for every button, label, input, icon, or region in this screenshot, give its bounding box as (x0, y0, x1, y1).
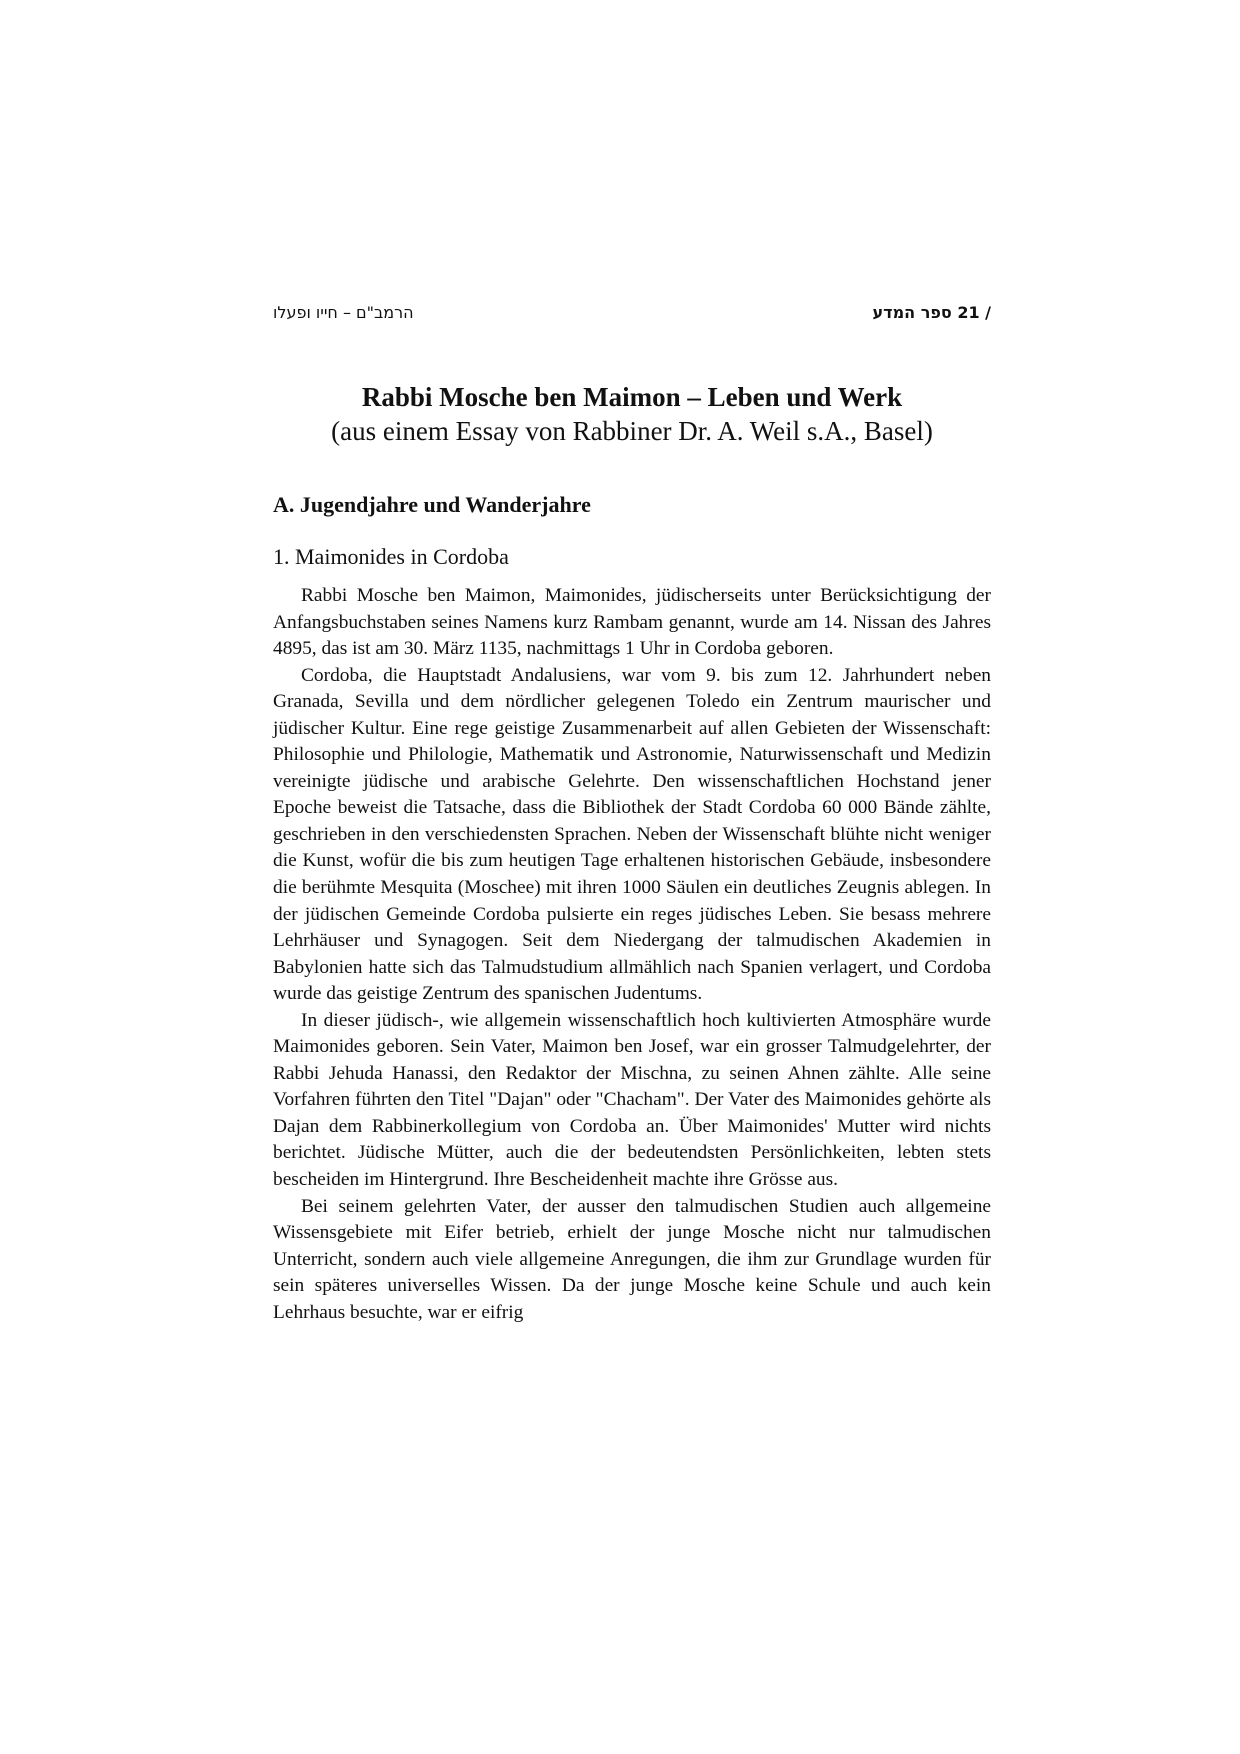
paragraph: Rabbi Mosche ben Maimon, Maimonides, jüdischerseits unter Berücksichtigung der Anfangsbuchstaben seines Namens kurz Rambam genannt, wurde am 14. Nissan des Jahres 4895, das ist am 30. März 1135, nachmittags 1 Uhr in Cordoba geboren. (273, 585, 991, 660)
paragraph: Bei seinem gelehrten Vater, der ausser den talmudischen Studien auch allgemeine Wissensgebiete mit Eifer betrieb, erhielt der junge Mosche nicht nur talmudischen Unterricht, sondern auch viele allgemeine Anregungen, die ihm zur Grundlage wurden für sein späteres universelles Wissen. Da der junge Mosche keine Schule und auch kein Lehrhaus besuchte, war er eifrig (273, 1195, 991, 1323)
paragraph: Cordoba, die Hauptstadt Andalusiens, war vom 9. bis zum 12. Jahrhundert neben Granada, Sevilla und dem nördlicher gelegenen Toledo ein Zentrum maurischer und jüdischer Kultur. Eine rege geistige Zusammenarbeit auf allen Gebieten der Wissenschaft: Philosophie und Philologie, Mathematik und Astronomie, Naturwissenschaft und Medizin vereinigte jüdische und arabische Gelehrte. Den wissenschaftlichen Hochstand jener Epoche beweist die Tatsache, dass die Bibliothek der Stadt Cordoba 60 000 Bände zählte, geschrieben in den verschiedensten Sprachen. Neben der Wissenschaft blühte nicht weniger die Kunst, wofür die bis zum heutigen Tage erhaltenen historischen Gebäude, insbesondere die berühmte Mesquita (Moschee) mit ihren 1000 Säulen ein deutliches Zeugnis ablegen. In der jüdischen Gemeinde Cordoba pulsierte ein reges jüdisches Leben. Sie besass mehrere Lehrhäuser und Synagogen. Seit dem Niedergang der talmudischen Akademien in Babylonien hatte sich das Talmudstudium allmählich nach Spanien verlagert, und Cordoba wurde das geistige Zentrum des spanischen Judentums. (273, 664, 991, 1005)
subsection-heading: 1. Maimonides in Cordoba (273, 544, 509, 569)
body-text (273, 583, 991, 1326)
article-title-block (273, 380, 991, 448)
article-title: Rabbi Mosche ben Maimon – Leben und Werk (361, 382, 903, 412)
section-heading: A. Jugendjahre und Wanderjahre (273, 492, 591, 517)
paragraph: In dieser jüdisch-, wie allgemein wissenschaftlich hoch kultivierten Atmosphäre wurde Maimonides geboren. Sein Vater, Maimon ben Josef, war ein grosser Talmudgelehrter, der Rabbi Jehuda Hanassi, den Redaktor der Mischna, zu seinen Ahnen zählte. Alle seine Vorfahren führten den Titel "Dajan" oder "Chacham". Der Vater des Maimonides gehörte als Dajan dem Rabbinerkollegium von Cordoba an. Über Maimonides' Mutter wird nichts berichtet. Jüdische Mütter, auch die der bedeutendsten Persönlichkeiten, lebten stets bescheiden im Hintergrund. Ihre Bescheidenheit machte ihre Grösse aus. (273, 1009, 991, 1191)
header-book-title: ספר המדע (872, 303, 952, 322)
page-number: 21 / (957, 303, 991, 322)
header-right (873, 303, 992, 322)
article-subtitle: (aus einem Essay von Rabbiner Dr. A. Weil s.A., Basel) (331, 416, 933, 446)
header-left-title: הרמב"ם – חייו ופעלו (273, 303, 414, 322)
running-header (273, 303, 991, 333)
